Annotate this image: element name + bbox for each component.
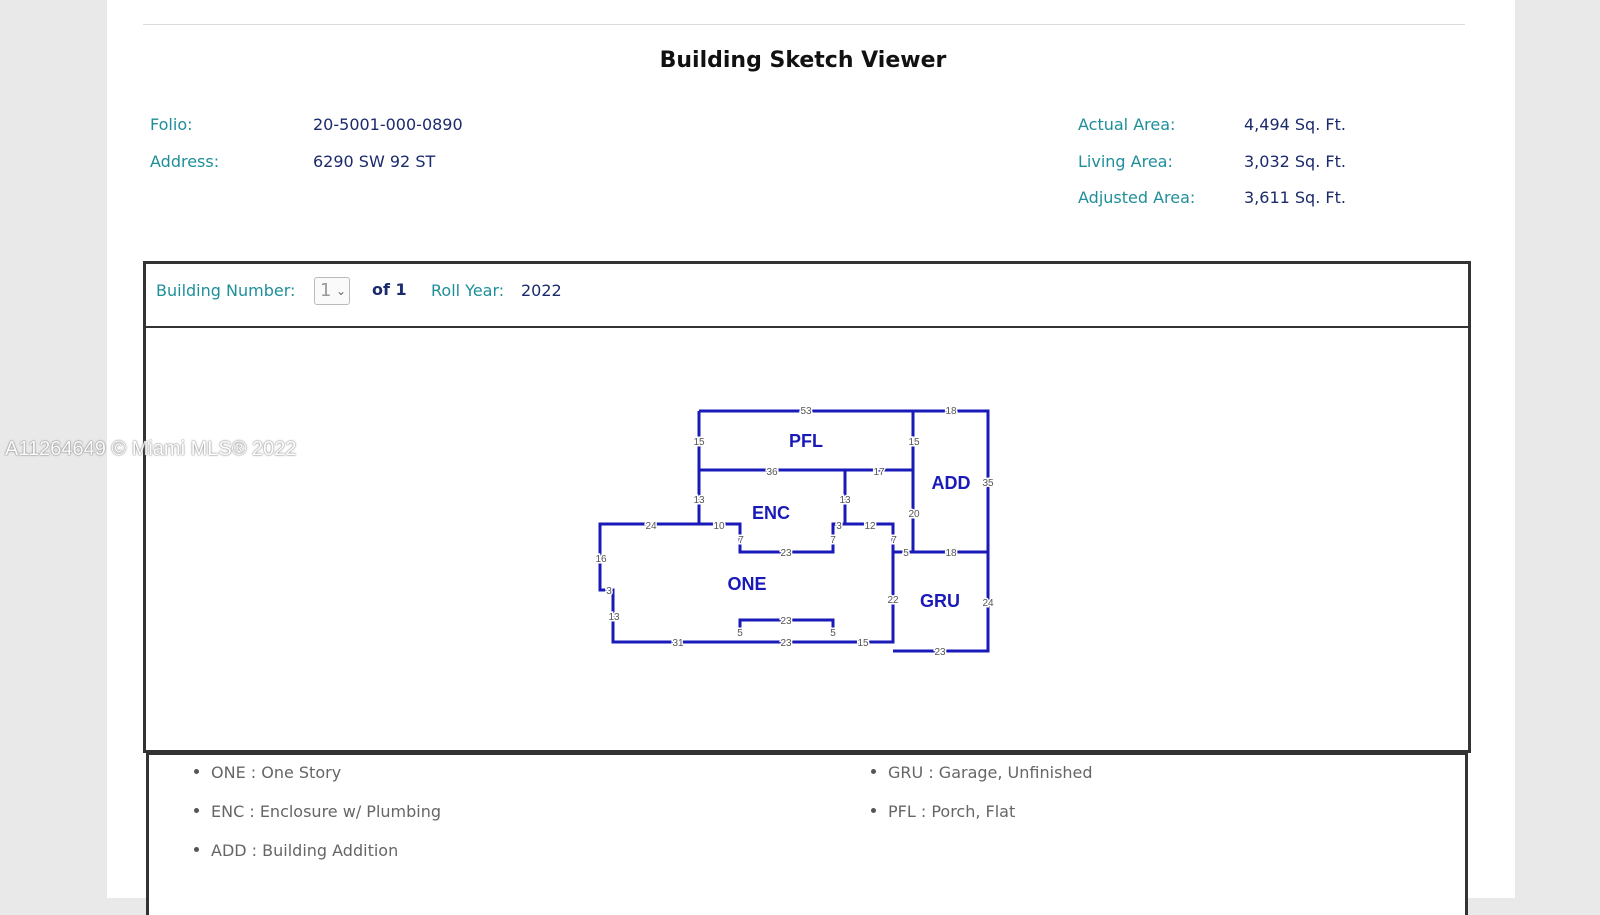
sketch-dimension-label: 16: [595, 554, 607, 565]
living-area-label: Living Area:: [1078, 152, 1173, 171]
sketch-dimension-label: 7: [830, 535, 836, 546]
sketch-dimension-label: 13: [693, 495, 705, 506]
folio-label: Folio:: [150, 115, 193, 134]
top-divider: [143, 24, 1465, 25]
legend-text: ENC : Enclosure w/ Plumbing: [211, 802, 442, 821]
sketch-dimension-label: 5: [830, 628, 836, 639]
sketch-outline-add: [893, 411, 988, 651]
adjusted-area-label: Adjusted Area:: [1078, 188, 1196, 207]
legend-item-pfl: [871, 802, 1015, 821]
sketch-dimension-label: 24: [982, 598, 994, 609]
sketch-dimension-label: 22: [887, 595, 899, 606]
sketch-dimension-label: 23: [780, 638, 792, 649]
sketch-area-label-gru: GRU: [920, 591, 960, 611]
bullet-icon: [194, 847, 199, 852]
sketch-dimension-label: 18: [945, 548, 957, 559]
actual-area-value: 4,494 Sq. Ft.: [1244, 115, 1346, 134]
legend-panel: [146, 752, 1468, 915]
adjusted-area-value: 3,611 Sq. Ft.: [1244, 188, 1346, 207]
sketch-area-label-add: ADD: [931, 473, 971, 493]
bullet-icon: [194, 808, 199, 813]
actual-area-label: Actual Area:: [1078, 115, 1176, 134]
legend-text: ONE : One Story: [211, 763, 342, 782]
building-number-selected: 1: [320, 280, 332, 301]
sketch-dimension-label: 31: [672, 638, 684, 649]
sketch-panel: [143, 328, 1471, 753]
sketch-dimension-label: 15: [908, 437, 920, 448]
sketch-dimension-label: 13: [839, 495, 851, 506]
mls-watermark: A11264649 © Miami MLS® 2022: [5, 438, 297, 460]
legend-text: GRU : Garage, Unfinished: [888, 763, 1093, 782]
building-selector-bar: [143, 261, 1471, 331]
sketch-dimension-label: 35: [982, 478, 994, 489]
sketch-viewer-page: [107, 0, 1515, 898]
sketch-dimension-label: 20: [908, 509, 920, 520]
legend-item-gru: [871, 763, 1093, 782]
living-area-value: 3,032 Sq. Ft.: [1244, 152, 1346, 171]
legend-text: PFL : Porch, Flat: [888, 802, 1016, 821]
sketch-dimension-label: 3: [606, 586, 612, 597]
bullet-icon: [194, 769, 199, 774]
sketch-dimension-label: 3: [836, 521, 842, 532]
roll-year-label: Roll Year:: [431, 281, 505, 300]
sketch-dimension-label: 17: [873, 467, 885, 478]
folio-value: 20-5001-000-0890: [313, 115, 463, 134]
roll-year-value: 2022: [521, 281, 562, 300]
building-number-label: Building Number:: [156, 281, 296, 300]
sketch-dimension-label: 24: [645, 521, 657, 532]
sketch-dimension-label: 15: [693, 437, 705, 448]
bullet-icon: [871, 769, 876, 774]
sketch-dimension-label: 23: [934, 647, 946, 658]
address-label: Address:: [150, 152, 220, 171]
sketch-dimension-label: 23: [780, 616, 792, 627]
building-count: of 1: [372, 280, 407, 299]
building-sketch: [146, 328, 1462, 748]
sketch-area-label-one: ONE: [727, 574, 767, 594]
sketch-dimension-label: 36: [766, 467, 778, 478]
sketch-area-label-enc: ENC: [751, 503, 791, 523]
sketch-dimension-label: 15: [857, 638, 869, 649]
chevron-down-icon: ⌄: [335, 284, 346, 298]
legend-item-add: [194, 841, 398, 860]
sketch-dimension-label: 18: [945, 406, 957, 417]
sketch-dimension-label: 53: [800, 406, 812, 417]
sketch-dimension-label: 5: [903, 548, 909, 559]
address-value: 6290 SW 92 ST: [313, 152, 436, 171]
sketch-dimension-label: 7: [891, 535, 897, 546]
sketch-area-label-pfl: PFL: [789, 431, 823, 451]
legend-text: ADD : Building Addition: [211, 841, 399, 860]
legend-item-one: [194, 763, 341, 782]
sketch-dimension-label: 5: [737, 628, 743, 639]
sketch-dimension-label: 12: [864, 521, 876, 532]
page-title: Building Sketch Viewer: [659, 48, 947, 73]
sketch-dimension-label: 10: [713, 521, 725, 532]
building-number-select[interactable]: [314, 277, 350, 305]
sketch-dimension-label: 13: [608, 612, 620, 623]
legend-item-enc: [194, 802, 441, 821]
sketch-dimension-label: 7: [738, 535, 744, 546]
bullet-icon: [871, 808, 876, 813]
sketch-dimension-label: 23: [780, 548, 792, 559]
